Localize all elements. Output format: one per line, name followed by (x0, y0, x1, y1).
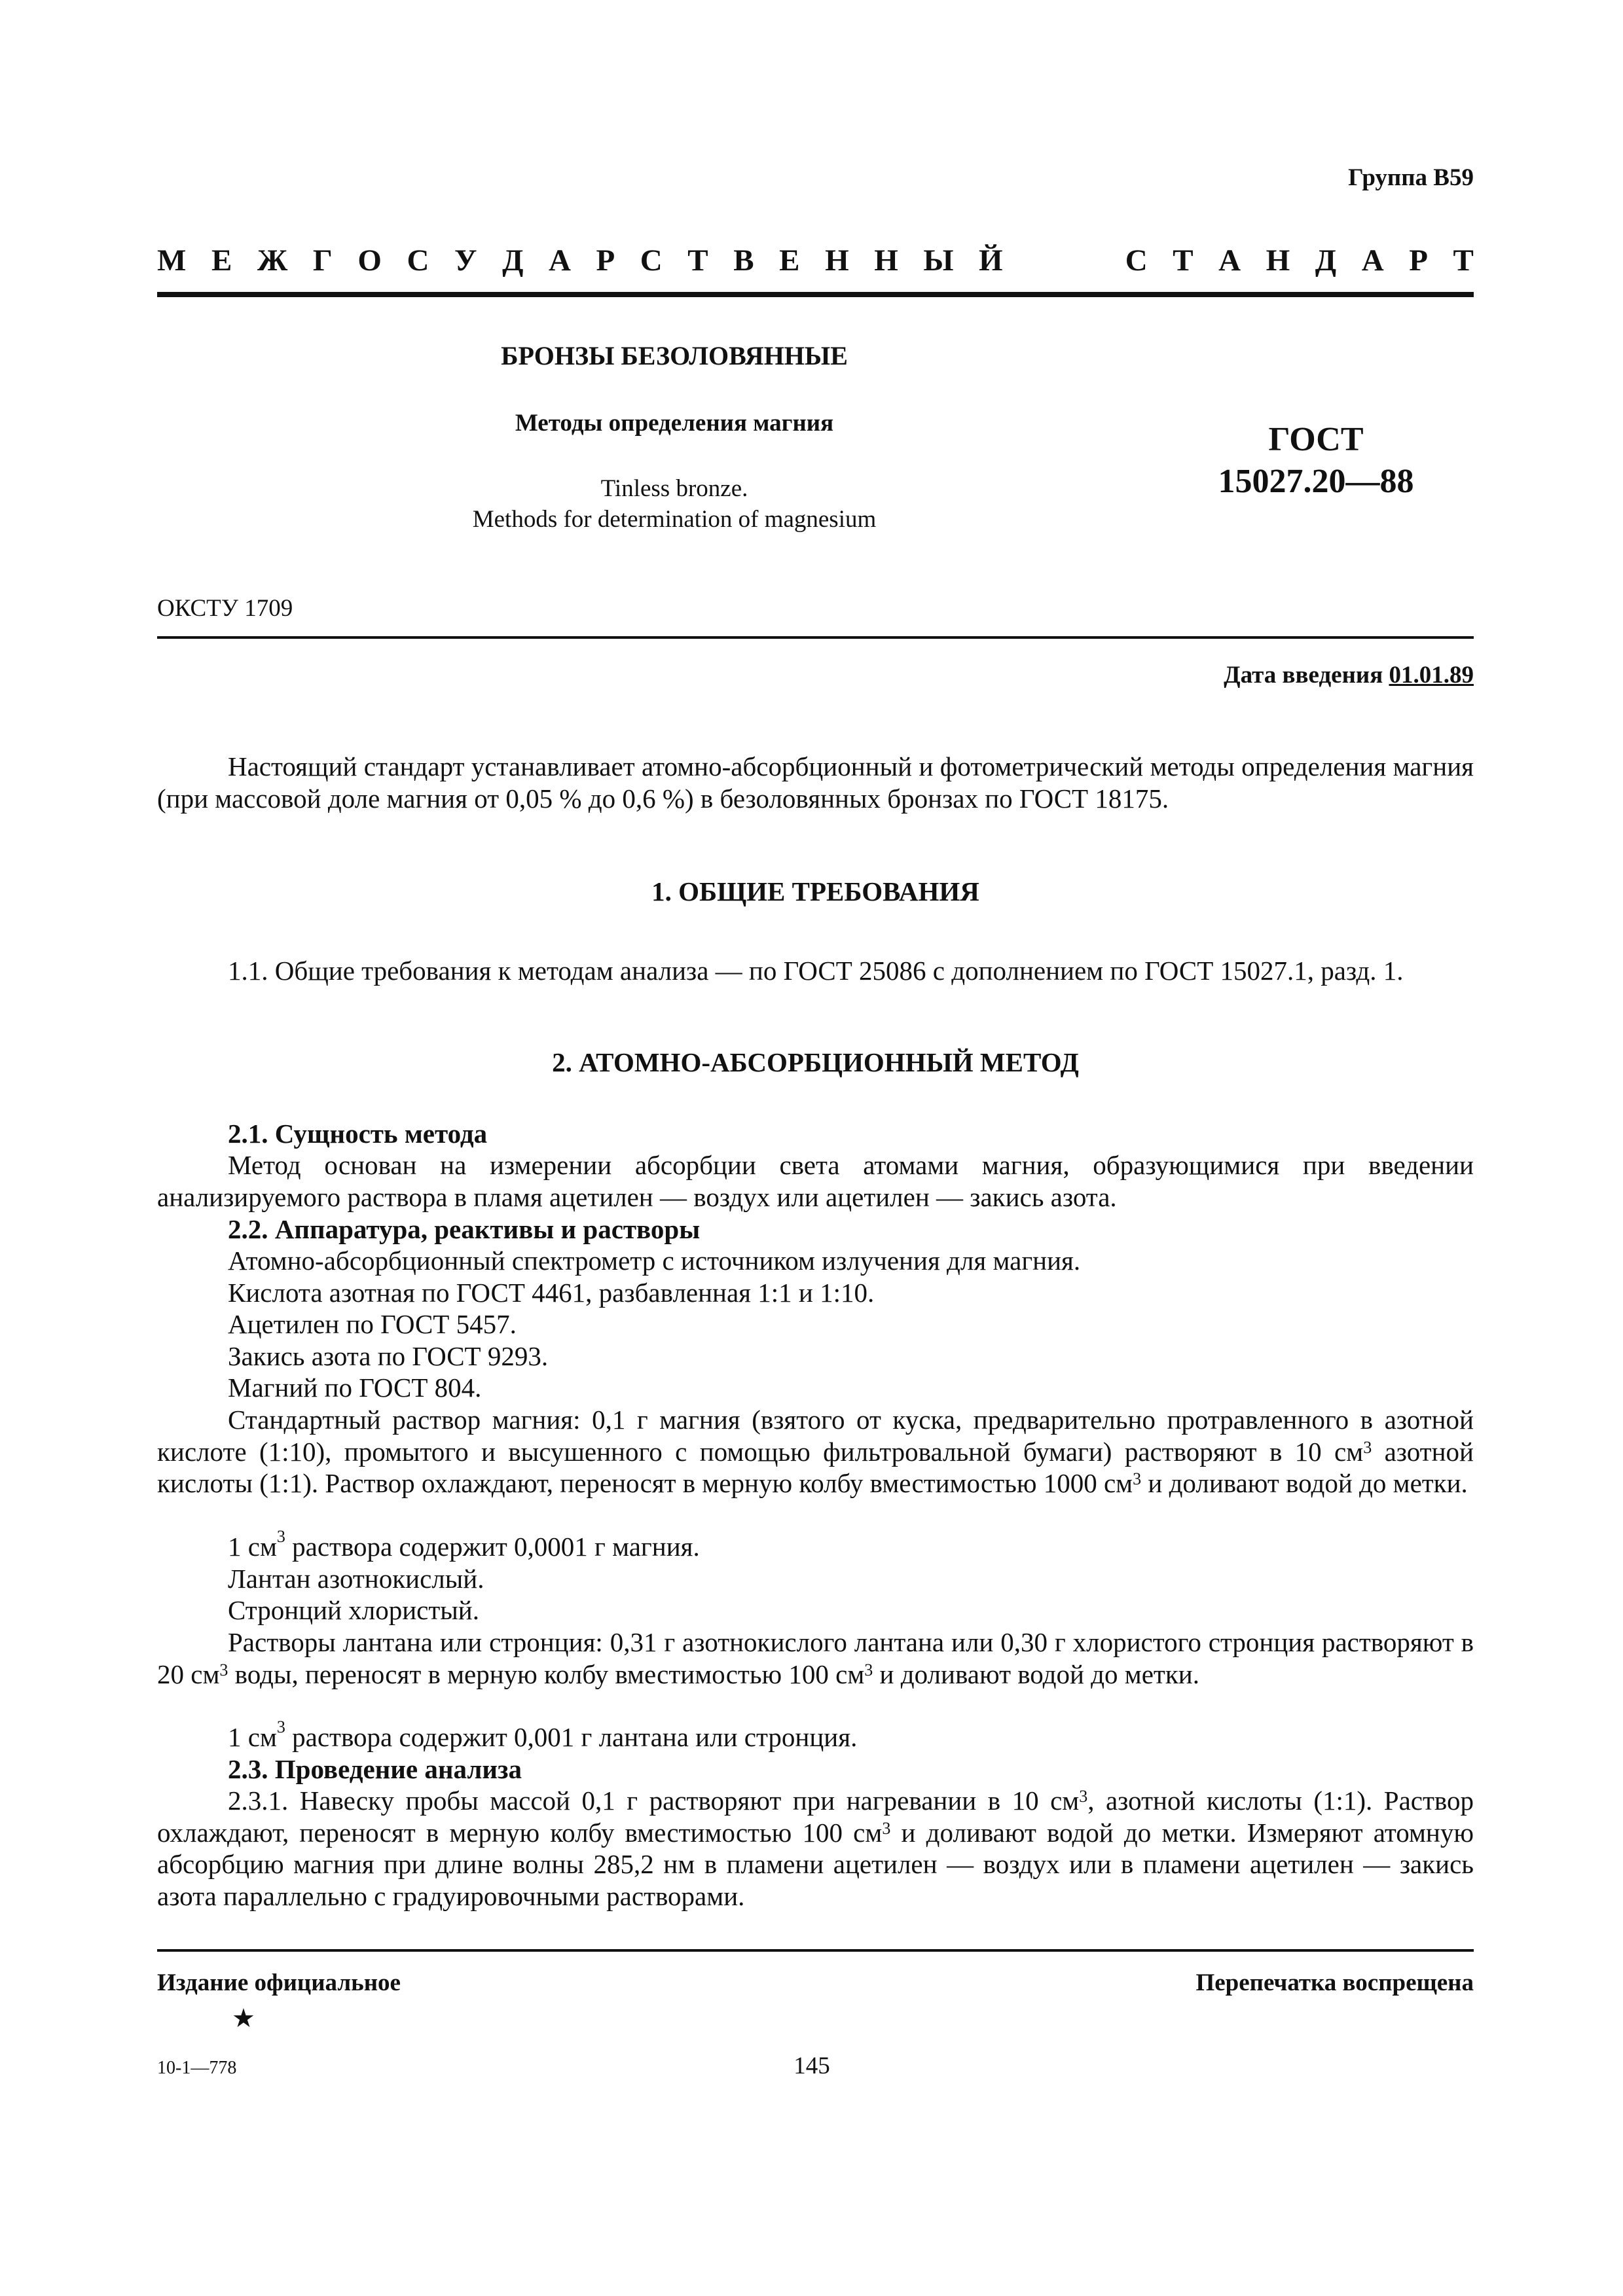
lanthanum-strontium-solution-paragraph: Растворы лантана или стронция: 0,31 г азотнокислого лантана или 0,30 г хлористого стронция растворяют в 20 $см^3$ воды, переносят в мерную колбу вместимостью 100 $см^3$ и доливают водой до метки. (157, 1627, 1474, 1689)
header-rule (157, 292, 1474, 297)
banner-letter: А (1361, 243, 1384, 278)
heading-2-1: 2.1. Сущность метода (228, 1119, 488, 1149)
banner-letter: Т (1453, 243, 1474, 278)
method-essence-paragraph: Метод основан на измерении абсорбции света атомами магния, образующимися при введении анализируемого раствора в пламя ацетилен — воздух или ацетилен — закись азота. (157, 1150, 1474, 1212)
banner-letter: Е (211, 243, 232, 278)
intro-paragraph: Настоящий стандарт устанавливает атомно-абсорбционный и фотометрический методы определения магния (при массовой доле магния от 0,05 % до 0,6 %) в безоловянных бронзах по ГОСТ 18175. (157, 751, 1474, 814)
banner-letter: Т (1173, 243, 1194, 278)
banner-letter: Т (687, 243, 708, 278)
banner-letter: Н (874, 243, 898, 278)
reagent-nitric-acid: Кислота азотная по ГОСТ 4461, разбавленная 1:1 и 1:10. (228, 1278, 875, 1308)
analysis-procedure-paragraph: 2.3.1. Навеску пробы массой 0,1 г растворяют при нагревании в 10 $см^3$, азотной кислоты (1:1). Раствор охлаждают, переносят в мерную колбу вместимостью 100 $см^3$ и доливают водой до метки. Измеряют атомную абсорбцию магния при длине волны 285,2 нм в пламени ацетилен — воздух или в пламени ацетилен — закись азота параллельно с градуировочными растворами. (157, 1785, 1474, 1911)
official-edition-label: Издание официальное (157, 1969, 401, 1996)
banner-letter: Г (312, 243, 333, 278)
banner-letter: О (357, 243, 382, 278)
document-subtitle: Методы определения магния (515, 410, 834, 437)
gost-label: ГОСТ (1268, 421, 1364, 458)
reagent-acetylene: Ацетилен по ГОСТ 5457. (228, 1309, 517, 1339)
standard-solution-paragraph: Стандартный раствор магния: 0,1 г магния (взятого от куска, предварительно протравленного в азотной кислоте (1:10), промытого и высушенного с помощью фильтровальной бумаги) растворяют в 10 $см^3$ азотной кислоты (1:1). Раствор охлаждают, переносят в мерную колбу вместимостью 1000 $см^3$ и доливают водой до метки. (157, 1405, 1474, 1498)
print-code: 10-1—778 (157, 2058, 237, 2078)
document-title: БРОНЗЫ БЕЗОЛОВЯННЫЕ (501, 341, 848, 370)
heading-2-3: 2.3. Проведение анализа (228, 1754, 522, 1784)
banner-letter: Р (1409, 243, 1428, 278)
banner-letter: Д (1315, 243, 1337, 278)
reagent-spectrometer: Атомно-абсорбционный спектрометр с источником излучения для магния. (228, 1246, 1081, 1276)
banner-letter: А (1218, 243, 1241, 278)
reagent-magnesium: Магний по ГОСТ 804. (228, 1372, 482, 1403)
reprint-prohibited-label: Перепечатка воспрещена (1195, 1969, 1474, 1996)
lanthanum-concentration-note: 1 $см^3$ раствора содержит 0,001 г лантана или стронция. (228, 1717, 858, 1752)
group-code: Группа В59 (1348, 164, 1474, 191)
banner-letter: В (733, 243, 754, 278)
banner-letter: С (407, 243, 429, 278)
banner-letter: С (1125, 243, 1148, 278)
reagent-lanthanum-nitrate: Лантан азотнокислый. (228, 1564, 484, 1594)
banner-letter: Й (979, 243, 1003, 278)
section1-paragraph: 1.1. Общие требования к методам анализа — по ГОСТ 25086 с дополнением по ГОСТ 15027.1, разд. 1. (228, 956, 1404, 986)
banner-letter: Н (825, 243, 849, 278)
banner-letter: Р (596, 243, 615, 278)
reagent-strontium-chloride: Стронций хлористый. (228, 1595, 479, 1625)
okstu-rule (157, 636, 1474, 639)
introduction-date (1224, 661, 1474, 689)
banner-letter: Н (1266, 243, 1290, 278)
banner-letter: Д (502, 243, 524, 278)
star-icon: ★ (232, 2003, 255, 2033)
banner-letter: М (157, 243, 187, 278)
magnesium-concentration-note: 1 $см^3$ раствора содержит 0,0001 г магния. (228, 1527, 700, 1562)
reagent-nitrous-oxide: Закись азота по ГОСТ 9293. (228, 1341, 549, 1371)
section1-heading: 1. ОБЩИЕ ТРЕБОВАНИЯ (651, 876, 979, 906)
section2-heading: 2. АТОМНО-АБСОРБЦИОННЫЙ МЕТОД (552, 1047, 1079, 1077)
okstu-code: ОКСТУ 1709 (157, 595, 293, 622)
footer-rule (157, 1949, 1474, 1952)
gost-code: 15027.20—88 (1218, 463, 1414, 500)
page-number: 145 (793, 2053, 830, 2079)
banner-interstate-standard (157, 241, 1474, 280)
banner-letter: С (640, 243, 663, 278)
date-label: Дата введения (1224, 662, 1383, 689)
date-value: 01.01.89 (1389, 662, 1474, 689)
english-title-line1: Tinless bronze. (600, 475, 748, 502)
banner-letter: А (548, 243, 571, 278)
banner-letter: Е (779, 243, 800, 278)
banner-letter: У (454, 243, 477, 278)
banner-letter: Ы (923, 243, 954, 278)
heading-2-2: 2.2. Аппаратура, реактивы и растворы (228, 1214, 701, 1244)
gost-number (1165, 419, 1467, 503)
english-title-line2: Methods for determination of magnesium (472, 506, 877, 533)
banner-letter: Ж (257, 243, 288, 278)
